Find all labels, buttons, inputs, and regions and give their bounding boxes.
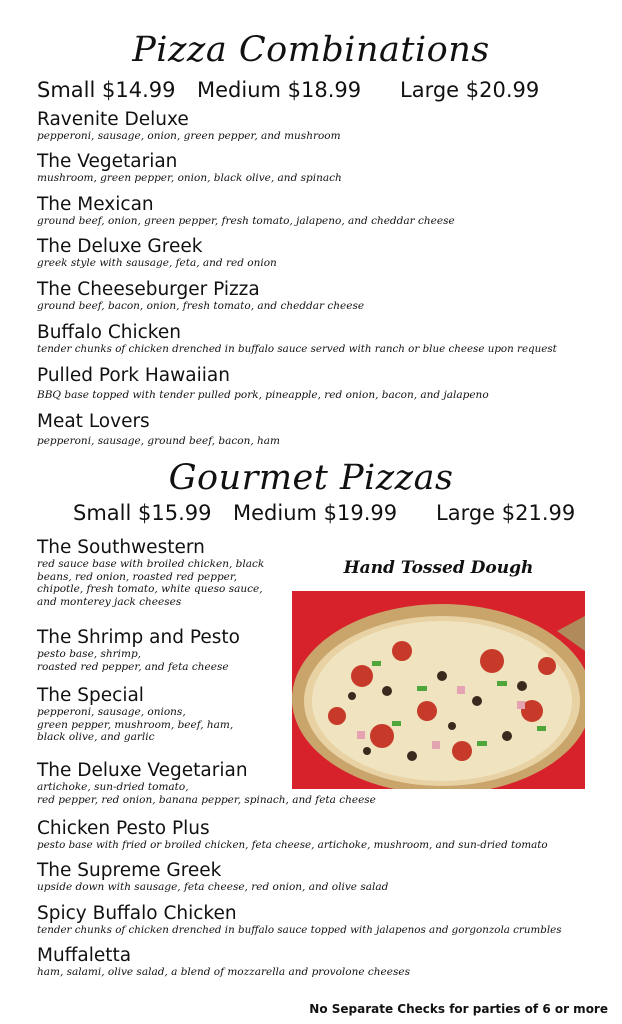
menu-item — [37, 412, 280, 448]
price-large: Large $20.99 — [400, 78, 540, 102]
menu-item — [37, 819, 548, 852]
section-title-gourmet: Gourmet Pizzas — [168, 458, 454, 498]
item-description: ground beef, onion, green pepper, fresh tomato, jalapeno, and cheddar cheese — [37, 215, 455, 227]
menu-item — [37, 628, 240, 673]
price-large: Large $21.99 — [436, 501, 576, 525]
item-description: pepperoni, sausage, onion, green pepper, and mushroom — [37, 130, 341, 142]
item-description-line: tender chunks of chicken drenched in buffalo sauce topped with jalapenos and gorgonzola crumbles — [37, 924, 562, 936]
menu-item — [37, 237, 277, 270]
item-name: Ravenite Deluxe — [37, 109, 189, 130]
item-name: The Mexican — [37, 194, 154, 215]
item-description-line: green pepper, mushroom, beef, ham, — [37, 718, 234, 731]
menu-item — [37, 861, 388, 894]
item-description-line: roasted red pepper, and feta cheese — [37, 660, 229, 673]
item-name: Pulled Pork Hawaiian — [37, 365, 230, 386]
menu-item — [37, 195, 455, 228]
footer-note: No Separate Checks for parties of 6 or more — [309, 1002, 608, 1016]
item-name: Muffaletta — [37, 945, 132, 966]
item-name: The Deluxe Greek — [37, 236, 203, 257]
menu-item — [37, 280, 364, 313]
item-description-line: artichoke, sun-dried tomato, — [37, 781, 189, 793]
menu-item — [37, 110, 341, 143]
item-name: Chicken Pesto Plus — [37, 818, 210, 839]
item-description-line: black olive, and garlic — [37, 731, 155, 743]
item-name: The Deluxe Vegetarian — [37, 760, 248, 781]
item-name: The Southwestern — [37, 537, 205, 558]
gourmet-prices — [73, 501, 583, 527]
menu-item — [37, 366, 489, 402]
menu-item — [37, 946, 410, 979]
item-description-line: pesto base, shrimp, — [37, 648, 142, 660]
item-description-line: pepperoni, sausage, onions, — [37, 706, 186, 718]
price-small: Small $15.99 — [73, 501, 212, 525]
item-description-line: red pepper, red onion, banana pepper, spinach, and feta cheese — [37, 793, 376, 806]
item-description-line: ham, salami, olive salad, a blend of mozzarella and provolone cheeses — [37, 966, 410, 978]
menu-item — [37, 152, 342, 185]
item-name: Spicy Buffalo Chicken — [37, 903, 237, 924]
image-caption: Hand Tossed Dough — [343, 558, 534, 578]
item-name: The Shrimp and Pesto — [37, 627, 240, 648]
item-description: ground beef, bacon, onion, fresh tomato, and cheddar cheese — [37, 300, 365, 312]
combinations-prices — [37, 78, 577, 104]
section-title-combinations: Pizza Combinations — [132, 30, 490, 70]
menu-item — [37, 323, 557, 356]
item-name: Meat Lovers — [37, 411, 150, 432]
item-name: The Supreme Greek — [37, 860, 222, 881]
item-description: greek style with sausage, feta, and red onion — [37, 257, 277, 269]
item-description-line: pesto base with fried or broiled chicken, feta cheese, artichoke, mushroom, and sun-dried tomato — [37, 839, 548, 851]
menu-item — [37, 538, 264, 608]
item-description-line: and monterey jack cheeses — [37, 595, 182, 608]
pizza-illustration — [292, 591, 585, 789]
item-description: tender chunks of chicken drenched in buffalo sauce served with ranch or blue cheese upon request — [37, 343, 557, 355]
item-description: mushroom, green pepper, onion, black olive, and spinach — [37, 172, 342, 184]
item-name: Buffalo Chicken — [37, 322, 181, 343]
item-description-line: chipotle, fresh tomato, white queso sauce, — [37, 583, 263, 595]
menu-item — [37, 904, 562, 937]
item-description-line: beans, red onion, roasted red pepper, — [37, 570, 238, 583]
pizza-photo — [292, 591, 585, 789]
item-description: pepperoni, sausage, ground beef, bacon, ham — [37, 435, 280, 447]
price-medium: Medium $19.99 — [233, 501, 398, 525]
menu-item — [37, 686, 233, 744]
item-name: The Cheeseburger Pizza — [37, 279, 260, 300]
price-small: Small $14.99 — [37, 78, 176, 102]
item-description: BBQ base topped with tender pulled pork, pineapple, red onion, bacon, and jalapeno — [37, 389, 489, 401]
item-description-line: red sauce base with broiled chicken, black — [37, 558, 265, 570]
price-medium: Medium $18.99 — [197, 78, 362, 102]
item-name: The Vegetarian — [37, 151, 178, 172]
item-description-line: upside down with sausage, feta cheese, red onion, and olive salad — [37, 881, 389, 893]
item-name: The Special — [37, 685, 144, 706]
